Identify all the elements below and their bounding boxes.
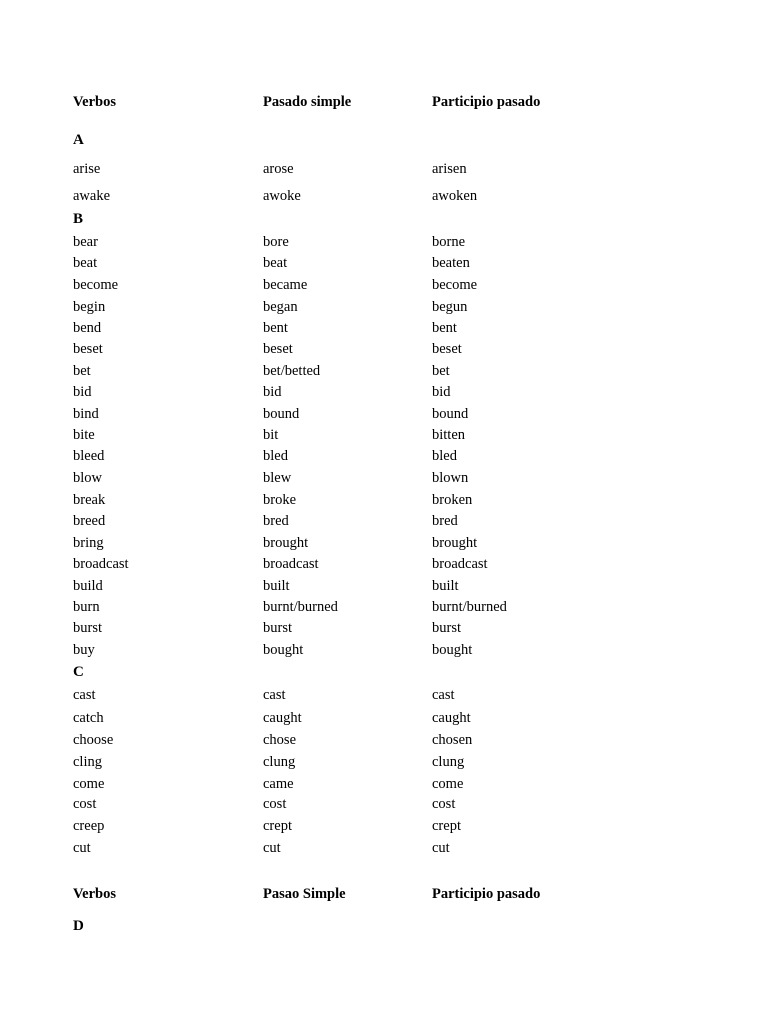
participle-cell: caught [432, 710, 471, 726]
past-cell: became [263, 277, 308, 293]
table-row [0, 159, 768, 179]
section-letter-b: B [73, 211, 84, 227]
participle-cell: arisen [432, 161, 467, 177]
past-cell: bought [263, 642, 304, 658]
participle-cell: bound [432, 406, 469, 422]
past-cell: cost [263, 796, 287, 812]
table-row [0, 576, 768, 596]
table-row [0, 685, 768, 705]
past-cell: beset [263, 341, 293, 357]
verb-cell: blow [73, 470, 102, 486]
participle-cell: burst [432, 620, 461, 636]
header-past-participle: Participio pasado [432, 886, 541, 902]
header-verb: Verbos [73, 94, 116, 110]
participle-cell: cut [432, 840, 450, 856]
verb-cell: build [73, 578, 103, 594]
verb-cell: cling [73, 754, 102, 770]
participle-cell: chosen [432, 732, 473, 748]
participle-cell: bought [432, 642, 473, 658]
section-letter-c: C [73, 664, 84, 680]
participle-cell: bitten [432, 427, 466, 443]
verb-cell: burn [73, 599, 100, 615]
header-past-simple: Pasao Simple [263, 886, 346, 902]
past-cell: cast [263, 687, 286, 703]
table-row [0, 708, 768, 728]
verb-cell: cast [73, 687, 96, 703]
verb-cell: choose [73, 732, 114, 748]
verb-cell: cost [73, 796, 97, 812]
participle-cell: broken [432, 492, 473, 508]
participle-cell: borne [432, 234, 466, 250]
past-cell: bound [263, 406, 300, 422]
verb-cell: become [73, 277, 119, 293]
table-row [0, 297, 768, 317]
section-letter-a: A [73, 132, 84, 148]
past-cell: bet/betted [263, 363, 321, 379]
past-cell: burnt/burned [263, 599, 338, 615]
verb-cell: bite [73, 427, 95, 443]
past-cell: bled [263, 448, 288, 464]
participle-cell: bent [432, 320, 457, 336]
table-row [0, 597, 768, 617]
past-cell: blew [263, 470, 292, 486]
verb-cell: breed [73, 513, 106, 529]
verb-cell: awake [73, 188, 111, 204]
table-row [0, 838, 768, 858]
participle-cell: blown [432, 470, 469, 486]
verb-cell: cut [73, 840, 91, 856]
past-cell: bred [263, 513, 289, 529]
table-row [0, 318, 768, 338]
past-cell: clung [263, 754, 296, 770]
table-row [0, 186, 768, 206]
verb-cell: broadcast [73, 556, 129, 572]
participle-cell: beaten [432, 255, 470, 271]
table-header [0, 92, 768, 112]
table-header [0, 884, 768, 904]
past-cell: burst [263, 620, 292, 636]
past-cell: broke [263, 492, 297, 508]
past-cell: broadcast [263, 556, 319, 572]
verb-cell: beset [73, 341, 103, 357]
header-past-participle: Participio pasado [432, 94, 541, 110]
verb-cell: bring [73, 535, 104, 551]
participle-cell: cost [432, 796, 456, 812]
header-past-simple: Pasado simple [263, 94, 352, 110]
participle-cell: clung [432, 754, 465, 770]
table-row [0, 253, 768, 273]
verb-cell: bend [73, 320, 102, 336]
past-cell: bid [263, 384, 282, 400]
past-cell: built [263, 578, 290, 594]
past-cell: came [263, 776, 294, 792]
verb-cell: burst [73, 620, 102, 636]
past-cell: crept [263, 818, 292, 834]
past-cell: brought [263, 535, 309, 551]
verb-cell: come [73, 776, 105, 792]
verb-cell: bleed [73, 448, 105, 464]
table-row [0, 511, 768, 531]
table-row [0, 425, 768, 445]
past-cell: bit [263, 427, 279, 443]
participle-cell: broadcast [432, 556, 488, 572]
verb-cell: arise [73, 161, 101, 177]
participle-cell: begun [432, 299, 468, 315]
participle-cell: bid [432, 384, 451, 400]
past-cell: cut [263, 840, 281, 856]
participle-cell: cast [432, 687, 455, 703]
section-letter-d: D [73, 918, 84, 934]
participle-cell: brought [432, 535, 478, 551]
table-row [0, 774, 768, 794]
participle-cell: burnt/burned [432, 599, 507, 615]
verb-cell: break [73, 492, 106, 508]
table-row [0, 533, 768, 553]
table-row [0, 816, 768, 836]
participle-cell: bred [432, 513, 458, 529]
verb-cell: catch [73, 710, 104, 726]
table-row [0, 468, 768, 488]
past-cell: bent [263, 320, 288, 336]
header-verb: Verbos [73, 886, 116, 902]
table-row [0, 794, 768, 814]
past-cell: arose [263, 161, 294, 177]
past-cell: chose [263, 732, 297, 748]
table-row [0, 640, 768, 660]
past-cell: caught [263, 710, 302, 726]
verb-cell: bear [73, 234, 98, 250]
participle-cell: crept [432, 818, 461, 834]
participle-cell: built [432, 578, 459, 594]
table-row [0, 382, 768, 402]
table-row [0, 232, 768, 252]
past-cell: beat [263, 255, 288, 271]
verb-cell: begin [73, 299, 106, 315]
table-row [0, 404, 768, 424]
verb-cell: bid [73, 384, 92, 400]
verb-cell: buy [73, 642, 95, 658]
participle-cell: bled [432, 448, 457, 464]
participle-cell: bet [432, 363, 450, 379]
participle-cell: beset [432, 341, 462, 357]
table-row [0, 752, 768, 772]
table-row [0, 446, 768, 466]
participle-cell: become [432, 277, 478, 293]
past-cell: awoke [263, 188, 301, 204]
verb-cell: beat [73, 255, 98, 271]
past-cell: began [263, 299, 298, 315]
table-row [0, 618, 768, 638]
table-row [0, 490, 768, 510]
table-row [0, 339, 768, 359]
participle-cell: come [432, 776, 464, 792]
table-row [0, 275, 768, 295]
verb-cell: bind [73, 406, 99, 422]
verb-cell: bet [73, 363, 91, 379]
past-cell: bore [263, 234, 289, 250]
table-row [0, 361, 768, 381]
participle-cell: awoken [432, 188, 478, 204]
verb-cell: creep [73, 818, 105, 834]
table-row [0, 730, 768, 750]
table-row [0, 554, 768, 574]
